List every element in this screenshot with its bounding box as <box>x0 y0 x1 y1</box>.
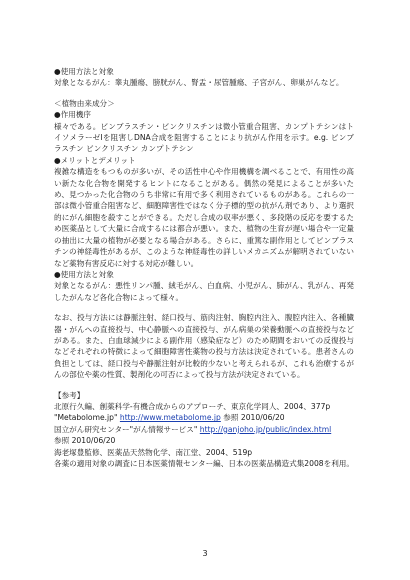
plant-usage-text: 対象となるがん：悪性リンパ腫、絨毛がん、白血病、小児がん、肺がん、乳がん、再発したがんなど各化合物によって様々。 <box>54 281 354 302</box>
reference-item: 参照 2010/06/20 <box>54 436 116 446</box>
references-heading: 【参考】 <box>54 390 85 400</box>
reference-item: 海老塚豊監修、医薬品天然物化学、南江堂、2004、519p <box>54 447 253 457</box>
reference-item: 各薬の適用対象の調査に日本医薬情報センター編、日本の医薬品構造式集2008を利用。 <box>54 459 354 468</box>
reference-link[interactable]: http://ganjoho.jp/public/index.html <box>199 424 332 434</box>
administration-text: なお、投与方法には静脈注射、経口投与、筋肉注射、胸腔内注入、腹腔内注入、各種臓器・がんへの直接投与、中心静脈への直接投与、がん病巣の栄養動脈への直接投与などがある。また、白血球減少による副作用（感染症など）のため期間をおいての反復投与などそれぞれの特徴によって細胞障害性薬物の投与方法は決定されている。患者さんの負担としては、経口投与や静脈注射が比較的少ないと考えられるが、これも治療するがんの部位や薬の性質、製剤化の可否によって投与方法が決定されている。 <box>54 313 354 380</box>
plant-usage-heading: ●使用方法と対象 <box>54 269 114 279</box>
document-body <box>54 66 354 469</box>
plant-section-title: ＜植物由来成分＞ <box>54 98 115 108</box>
usage-heading: ●使用方法と対象 <box>54 67 114 76</box>
mechanism-heading: ●作用機序 <box>54 110 92 120</box>
page-number: 3 <box>202 549 208 558</box>
reference-item: 国立がん研究センター"がん情報サービス" http://ganjoho.jp/public/index.html <box>54 424 332 434</box>
reference-item: 北原行久編、創薬科学-有機合成からのアプローチ、東京化学同人、2004、377p <box>54 401 331 411</box>
merit-heading: ●メリットとデメリット <box>54 155 136 165</box>
reference-item: "Metabolome.jp" http://www.metabolome.jp 参照 2010/06/20 <box>54 413 285 423</box>
usage-target-text: 対象となるがん：睾丸腫瘍、膀胱がん、腎盂・尿管腫瘍、子宮がん、卵巣がんなど。 <box>54 78 344 88</box>
merit-text: 複雑な構造をもつものが多いが、その活性中心や作用機構を調べることで、有用性の高い新たな化合物を開発するヒントになることがある。偶然の発見によることが多いため、見つかった化合物のうち非常に有用で多く利用されているものがある。これらの一部は微小管重合阻害など、細胞障害性ではなく分子標的型の抗がん剤であり、より選択的にがん細胞を殺すことができる。ただし合成の収率が悪く、多段階の反応を要するため医薬品として大量に合成するには都合が悪い。また、植物の生育が遅い場合や一定量の抽出に大量の植物が必要となる場合がある。さらに、重篤な副作用としてビンブラスチンの神経毒性があるが、このような神経毒性の詳しいメカニズムが解明されていないなど薬物有害反応に対する対応が難しい。 <box>54 167 354 268</box>
mechanism-text: 様々である。ビンブラスチン・ビンクリスチンは微小管重合阻害、カンプトテシンはトイソメラーゼⅠを阻害しDNA合成を阻害することにより抗がん作用を示す。e.g. ビンブラスチン ビンクリスチン カンプトテシン <box>54 121 354 154</box>
reference-link[interactable]: http://www.metabolome.jp <box>119 413 221 423</box>
references-list <box>54 401 354 469</box>
